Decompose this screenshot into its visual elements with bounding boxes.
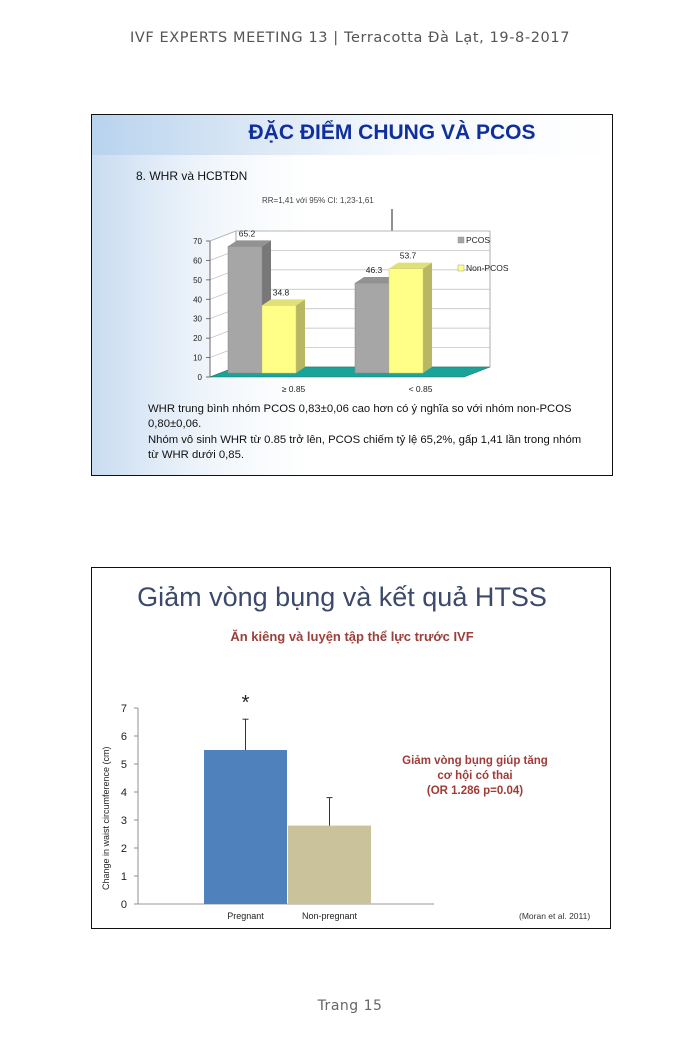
slide2-subtitle: Ăn kiêng và luyện tập thể lực trước IVF	[230, 629, 474, 644]
data-label: 53.7	[399, 250, 417, 261]
citation: (Moran et al. 2011)	[519, 911, 591, 921]
page-footer: Trang 15	[317, 998, 383, 1014]
note-line: cơ hội có thai	[437, 770, 513, 782]
y-tick-label: 7	[120, 703, 127, 715]
page-header: IVF EXPERTS MEETING 13 | Terracotta Đà Lạt, 19-8-2017	[129, 30, 571, 46]
bar-front	[389, 269, 423, 373]
slide1-title: ĐẶC ĐIỂM CHUNG VÀ PCOS	[248, 121, 536, 144]
x-tick-label: ≥ 0.85	[281, 384, 306, 394]
bar-pregnant	[204, 750, 287, 904]
x-tick-label: Non-pregnant	[301, 911, 358, 921]
significance-marker: *	[241, 692, 250, 715]
slide-whr-pcos	[91, 114, 613, 476]
y-tick-label: 40	[193, 295, 202, 305]
y-tick-label: 30	[193, 314, 202, 324]
bar-non-pcos-1	[389, 263, 432, 373]
slide1-paragraph-1: WHR trung bình nhóm PCOS 0,83±0,06 cao hơn có ý nghĩa so với nhóm non-PCOS 0,80±0,06.	[148, 403, 572, 430]
waist-change-chart	[92, 568, 610, 928]
slide2-title: Giảm vòng bụng và kết quả HTSS	[137, 582, 547, 612]
data-label: 46.3	[365, 265, 383, 276]
bar-front	[355, 283, 389, 373]
bar-side	[296, 299, 305, 373]
legend-swatch	[458, 237, 464, 243]
y-tick-label: 50	[193, 275, 202, 285]
y-tick-label: 70	[193, 237, 202, 246]
x-tick-label: < 0.85	[408, 384, 433, 394]
y-axis-label: Change in waist circumference (cm)	[101, 746, 111, 890]
bar-front	[262, 305, 296, 373]
y-tick-label: 6	[120, 731, 127, 743]
x-tick-label: Pregnant	[227, 911, 264, 921]
data-label: 65.2	[238, 228, 256, 239]
y-tick-label: 0	[197, 373, 202, 382]
y-tick-label: 0	[120, 899, 127, 911]
bar-non-pregnant	[288, 826, 371, 904]
legend-label: PCOS	[466, 235, 491, 245]
bar-side	[423, 263, 432, 373]
y-tick-label: 4	[120, 787, 127, 799]
y-tick-label: 60	[193, 256, 202, 266]
slide-waist-ivf	[91, 567, 611, 929]
slide1-subtitle: 8. WHR và HCBTĐN	[136, 169, 248, 183]
rr-annotation: RR=1,41 với 95% CI: 1,23-1,61	[262, 196, 374, 205]
legend-swatch	[458, 265, 464, 271]
waist-reduction-note	[392, 754, 558, 799]
data-label: 34.8	[272, 287, 290, 298]
y-tick-label: 5	[120, 759, 127, 771]
note-line: Giảm vòng bụng giúp tăng	[402, 755, 548, 767]
y-tick-label: 3	[120, 815, 127, 827]
y-tick-label: 1	[120, 871, 127, 883]
y-tick-label: 20	[193, 334, 202, 344]
bar-front	[228, 246, 262, 373]
bar-non-pcos-0	[262, 299, 305, 373]
legend-label: Non-PCOS	[466, 263, 509, 273]
slide1-paragraph-2: Nhóm vô sinh WHR từ 0.85 trở lên, PCOS chiếm tỷ lệ 65,2%, gấp 1,41 lần trong nhóm từ WHR dưới 0,85.	[148, 434, 582, 461]
y-tick-label: 2	[120, 843, 127, 855]
y-tick-label: 10	[193, 353, 202, 363]
note-line: (OR 1.286 p=0.04)	[426, 785, 524, 797]
whr-pcos-chart	[92, 115, 612, 405]
